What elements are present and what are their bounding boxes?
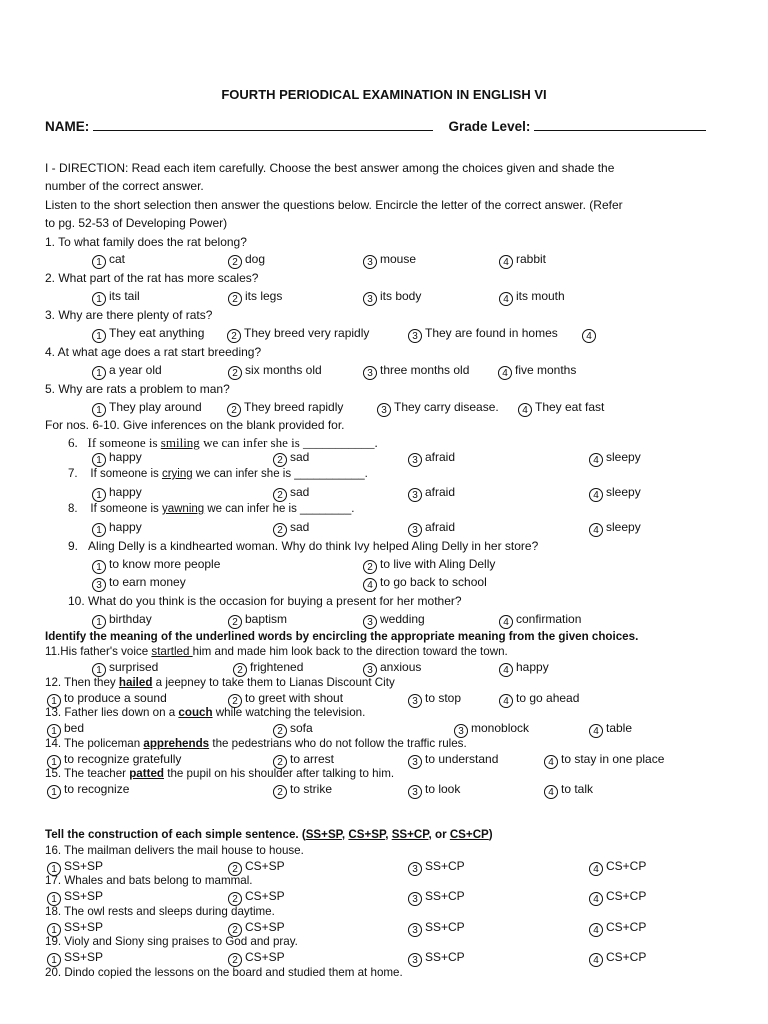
question-10: 10. What do you think is the occasion for buying a present for her mother? (68, 594, 462, 608)
question-6: 6. If someone is smiling we can infer she is ___________. (68, 435, 378, 450)
q15-option-1[interactable]: 1 to recognize (47, 783, 129, 799)
grade-blank[interactable] (534, 119, 706, 131)
number-circle: 1 (47, 694, 61, 708)
number-circle: 3 (408, 862, 422, 876)
question-18: 18. The owl rests and sleeps during daytime. (45, 905, 275, 918)
q11-option-1[interactable]: 1 surprised (92, 661, 158, 677)
q9-option-3[interactable]: 3 to earn money (92, 576, 186, 592)
q12-option-3[interactable]: 3 to stop (408, 692, 461, 708)
number-circle: 2 (228, 862, 242, 876)
q5-option-1[interactable]: 1 They play around (92, 401, 202, 417)
number-circle: 3 (408, 923, 422, 937)
q19-option-4[interactable]: 4 CS+CP (589, 951, 646, 967)
question-4: 4. At what age does a rat start breeding? (45, 345, 262, 359)
number-circle: 1 (92, 453, 106, 467)
number-circle: 4 (499, 694, 513, 708)
q9-option-4[interactable]: 4 to go back to school (363, 576, 487, 592)
question-17: 17. Whales and bats belong to mammal. (45, 874, 253, 887)
number-circle: 1 (92, 488, 106, 502)
question-7: 7. If someone is crying we can infer she is ___________. (68, 468, 368, 480)
q1-option-1[interactable]: 1 cat (92, 253, 125, 269)
number-circle: 4 (518, 403, 532, 417)
number-circle: 3 (363, 615, 377, 629)
q16-option-1[interactable]: 1 SS+SP (47, 860, 103, 876)
listen-line-1: Listen to the short selection then answer the questions below. Encircle the letter of the correct answer. (Refer (45, 198, 623, 212)
q18-option-3[interactable]: 3 SS+CP (408, 921, 465, 937)
question-3: 3. Why are there plenty of rats? (45, 308, 213, 322)
q19-option-2[interactable]: 2 CS+SP (228, 951, 285, 967)
number-circle: 3 (408, 694, 422, 708)
number-circle: 4 (589, 953, 603, 967)
q2-option-2[interactable]: 2 its legs (228, 290, 282, 306)
q7-option-2[interactable]: 2 sad (273, 486, 309, 502)
underlined-word: couch (178, 706, 213, 719)
number-circle: 1 (47, 724, 61, 738)
number-circle: 4 (589, 892, 603, 906)
q11-option-4[interactable]: 4 happy (499, 661, 549, 677)
code-ss-cp: SS+CP (391, 828, 429, 841)
question-15: 15. The teacher patted the pupil on his shoulder after talking to him. (45, 767, 395, 780)
number-circle: 3 (454, 724, 468, 738)
listen-line-2: to pg. 52-53 of Developing Power) (45, 216, 228, 230)
number-circle: 2 (228, 366, 242, 380)
number-circle: 1 (92, 663, 106, 677)
number-circle: 2 (228, 255, 242, 269)
number-circle: 1 (92, 292, 106, 306)
name-blank[interactable] (93, 119, 433, 131)
q6-option-4[interactable]: 4 sleepy (589, 451, 641, 467)
number-circle: 4 (499, 615, 513, 629)
q3-option-3[interactable]: 3 They are found in homes (408, 327, 558, 343)
direction-line-2: number of the correct answer. (45, 179, 204, 193)
number-circle: 3 (408, 453, 422, 467)
number-circle: 2 (228, 923, 242, 937)
q1-option-4[interactable]: 4 rabbit (499, 253, 546, 269)
q18-option-2[interactable]: 2 CS+SP (228, 921, 285, 937)
number-circle: 4 (589, 724, 603, 738)
name-label: NAME: (45, 119, 90, 134)
q17-option-3[interactable]: 3 SS+CP (408, 890, 465, 906)
number-circle: 4 (363, 578, 377, 592)
number-circle: 4 (589, 862, 603, 876)
number-circle: 3 (408, 523, 422, 537)
number-circle: 1 (92, 255, 106, 269)
number-circle: 3 (363, 663, 377, 677)
number-circle: 4 (589, 488, 603, 502)
q12-option-2[interactable]: 2 to greet with shout (228, 692, 343, 708)
exam-title: FOURTH PERIODICAL EXAMINATION IN ENGLISH VI (221, 87, 547, 102)
q8-option-4[interactable]: 4 sleepy (589, 521, 641, 537)
q2-option-1[interactable]: 1 its tail (92, 290, 140, 306)
number-circle: 3 (408, 329, 422, 343)
code-ss-sp: SS+SP (305, 828, 342, 841)
q13-option-2[interactable]: 2 sofa (273, 722, 313, 738)
number-circle: 1 (47, 862, 61, 876)
number-circle: 1 (92, 403, 106, 417)
inference-intro: For nos. 6-10. Give inferences on the blank provided for. (45, 418, 345, 432)
question-9: 9. Aling Delly is a kindhearted woman. Why do think Ivy helped Aling Delly in her store? (68, 539, 539, 553)
underlined-word: crying (161, 468, 193, 480)
number-circle: 3 (363, 255, 377, 269)
number-circle: 1 (47, 923, 61, 937)
number-circle: 3 (92, 578, 106, 592)
number-circle: 1 (92, 366, 106, 380)
question-2: 2. What part of the rat has more scales? (45, 271, 259, 285)
q19-option-3[interactable]: 3 SS+CP (408, 951, 465, 967)
q15-option-2[interactable]: 2 to strike (273, 783, 332, 799)
q4-option-3[interactable]: 3 three months old (363, 364, 469, 380)
underlined-word: hailed (118, 676, 153, 689)
q1-option-3[interactable]: 3 mouse (363, 253, 416, 269)
number-circle: 2 (228, 292, 242, 306)
q16-option-3[interactable]: 3 SS+CP (408, 860, 465, 876)
q15-option-3[interactable]: 3 to look (408, 783, 460, 799)
number-circle: 1 (92, 523, 106, 537)
q2-option-4[interactable]: 4 its mouth (499, 290, 565, 306)
question-5: 5. Why are rats a problem to man? (45, 382, 230, 396)
number-circle: 4 (499, 292, 513, 306)
question-14: 14. The policeman apprehends the pedestrians who do not follow the traffic rules. (45, 737, 467, 750)
q3-option-1[interactable]: 1 They eat anything (92, 327, 204, 343)
question-16: 16. The mailman delivers the mail house to house. (45, 844, 304, 857)
question-20: 20. Dindo copied the lessons on the board and studied them at home. (45, 966, 403, 979)
number-circle: 1 (47, 953, 61, 967)
number-circle: 4 (582, 329, 596, 343)
number-circle: 1 (92, 329, 106, 343)
question-13: 13. Father lies down on a couch while watching the television. (45, 706, 366, 719)
code-cs-sp: CS+SP (348, 828, 386, 841)
q5-option-3[interactable]: 3 They carry disease. (377, 401, 499, 417)
number-circle: 2 (273, 724, 287, 738)
q10-option-3[interactable]: 3 wedding (363, 613, 425, 629)
q16-option-2[interactable]: 2 CS+SP (228, 860, 285, 876)
q17-option-4[interactable]: 4 CS+CP (589, 890, 646, 906)
number-circle: 1 (47, 755, 61, 769)
code-cs-cp: CS+CP (449, 828, 489, 841)
q4-option-1[interactable]: 1 a year old (92, 364, 162, 380)
q13-option-4[interactable]: 4 table (589, 722, 632, 738)
q14-option-1[interactable]: 1 to recognize gratefully (47, 753, 181, 769)
number-circle: 4 (544, 755, 558, 769)
number-circle: 2 (227, 329, 241, 343)
q12-option-4[interactable]: 4 to go ahead (499, 692, 579, 708)
q2-option-3[interactable]: 3 its body (363, 290, 421, 306)
number-circle: 4 (544, 785, 558, 799)
q5-option-4[interactable]: 4 They eat fast (518, 401, 604, 417)
underlined-word: startled (151, 645, 193, 658)
q10-option-2[interactable]: 2 baptism (228, 613, 287, 629)
q10-option-1[interactable]: 1 birthday (92, 613, 152, 629)
q8-option-2[interactable]: 2 sad (273, 521, 309, 537)
number-circle: 2 (273, 755, 287, 769)
question-12: 12. Then they hailed a jeepney to take them to Lianas Discount City (45, 676, 395, 689)
number-circle: 4 (499, 663, 513, 677)
question-11: 11.His father's voice startled him and made him look back to the direction toward the town. (45, 645, 508, 658)
q11-option-3[interactable]: 3 anxious (363, 661, 421, 677)
question-1: 1. To what family does the rat belong? (45, 235, 247, 249)
q3-option-2[interactable]: 2 They breed very rapidly (227, 327, 369, 343)
number-circle: 4 (589, 523, 603, 537)
q19-option-1[interactable]: 1 SS+SP (47, 951, 103, 967)
q3-option-4[interactable] (582, 327, 599, 343)
underlined-word: patted (129, 767, 164, 780)
number-circle: 3 (363, 292, 377, 306)
vocab-heading: Identify the meaning of the underlined words by encircling the appropriate meaning from the given choices. (45, 630, 639, 643)
q6-option-2[interactable]: 2 sad (273, 451, 309, 467)
number-circle: 3 (408, 953, 422, 967)
number-circle: 1 (92, 560, 106, 574)
q14-option-2[interactable]: 2 to arrest (273, 753, 334, 769)
underlined-word: yawning (161, 503, 205, 515)
q12-option-1[interactable]: 1 to produce a sound (47, 692, 167, 708)
number-circle: 2 (273, 785, 287, 799)
q8-option-3[interactable]: 3 afraid (408, 521, 455, 537)
q17-option-1[interactable]: 1 SS+SP (47, 890, 103, 906)
q4-option-4[interactable]: 4 five months (498, 364, 576, 380)
underlined-word: smiling (160, 435, 200, 450)
number-circle: 3 (408, 755, 422, 769)
number-circle: 3 (408, 785, 422, 799)
number-circle: 4 (499, 255, 513, 269)
grade-label: Grade Level: (448, 119, 531, 134)
q9-option-1[interactable]: 1 to know more people (92, 558, 220, 574)
number-circle: 4 (589, 923, 603, 937)
number-circle: 3 (408, 892, 422, 906)
q18-option-4[interactable]: 4 CS+CP (589, 921, 646, 937)
underlined-word: apprehends (143, 737, 210, 750)
q13-option-3[interactable]: 3 monoblock (454, 722, 529, 738)
q4-option-2[interactable]: 2 six months old (228, 364, 322, 380)
q7-option-1[interactable]: 1 happy (92, 486, 142, 502)
number-circle: 2 (228, 892, 242, 906)
number-circle: 2 (233, 663, 247, 677)
number-circle: 2 (227, 403, 241, 417)
number-circle: 2 (228, 615, 242, 629)
number-circle: 2 (273, 488, 287, 502)
q14-option-3[interactable]: 3 to understand (408, 753, 498, 769)
question-19: 19. Violy and Siony sing praises to God and pray. (45, 935, 298, 948)
number-circle: 1 (47, 892, 61, 906)
q18-option-1[interactable]: 1 SS+SP (47, 921, 103, 937)
q5-option-2[interactable]: 2 They breed rapidly (227, 401, 343, 417)
direction-line-1: I - DIRECTION: Read each item carefully. Choose the best answer among the choices given and shade the (45, 161, 615, 175)
q10-option-4[interactable]: 4 confirmation (499, 613, 581, 629)
q8-option-1[interactable]: 1 happy (92, 521, 142, 537)
q6-option-3[interactable]: 3 afraid (408, 451, 455, 467)
q13-option-1[interactable]: 1 bed (47, 722, 84, 738)
number-circle: 2 (273, 523, 287, 537)
number-circle: 2 (273, 453, 287, 467)
name-grade-row (45, 119, 706, 134)
number-circle: 3 (377, 403, 391, 417)
question-8: 8. If someone is yawning we can infer he is ________. (68, 503, 355, 515)
q17-option-2[interactable]: 2 CS+SP (228, 890, 285, 906)
number-circle: 4 (498, 366, 512, 380)
number-circle: 2 (363, 560, 377, 574)
q15-option-4[interactable]: 4 to talk (544, 783, 593, 799)
number-circle: 2 (228, 694, 242, 708)
q7-option-4[interactable]: 4 sleepy (589, 486, 641, 502)
number-circle: 2 (228, 953, 242, 967)
number-circle: 4 (589, 453, 603, 467)
q1-option-2[interactable]: 2 dog (228, 253, 265, 269)
q7-option-3[interactable]: 3 afraid (408, 486, 455, 502)
q16-option-4[interactable]: 4 CS+CP (589, 860, 646, 876)
number-circle: 1 (47, 785, 61, 799)
q11-option-2[interactable]: 2 frightened (233, 661, 303, 677)
construction-heading: Tell the construction of each simple sentence. (SS+SP, CS+SP, SS+CP, or CS+CP) (45, 828, 493, 841)
number-circle: 3 (408, 488, 422, 502)
number-circle: 1 (92, 615, 106, 629)
q9-option-2[interactable]: 2 to live with Aling Delly (363, 558, 495, 574)
q14-option-4[interactable]: 4 to stay in one place (544, 753, 664, 769)
q6-option-1[interactable]: 1 happy (92, 451, 142, 467)
number-circle: 3 (363, 366, 377, 380)
